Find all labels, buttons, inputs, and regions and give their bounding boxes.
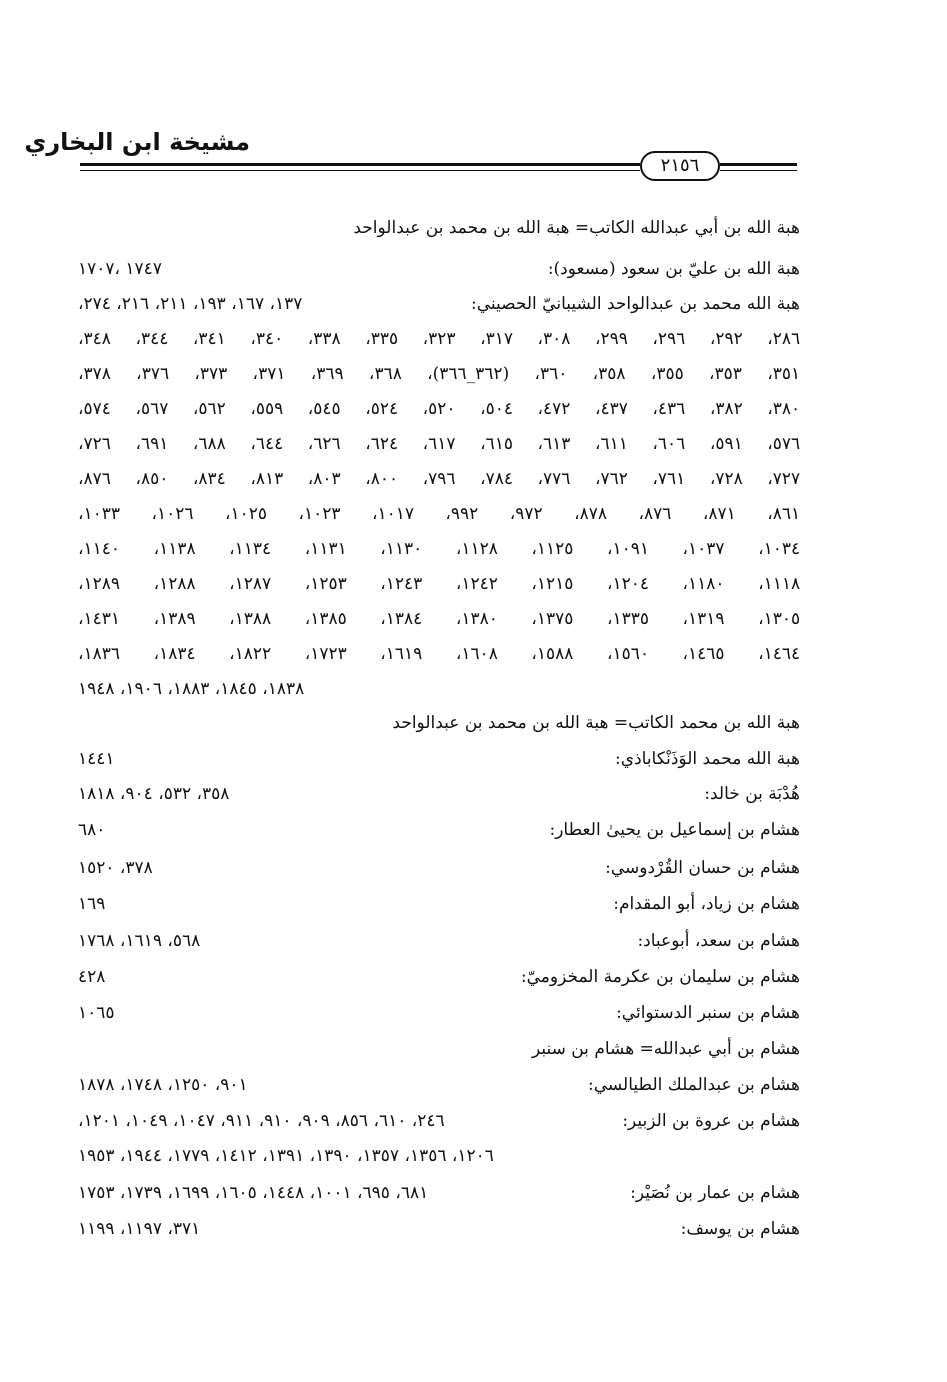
- header-rule-right-thick: [720, 163, 797, 166]
- index-entry: [78, 1034, 800, 1064]
- entry-name: هُدْبَة بن خالد:: [704, 784, 800, 804]
- entry-name: هشام بن سنبر الدستوائي:: [616, 1003, 800, 1023]
- header-rule-right-thin: [720, 170, 797, 171]
- entry-refs: ٣٧٨، ١٥٢٠: [78, 858, 153, 878]
- entry-name: هشام بن يوسف:: [680, 1219, 800, 1239]
- entry-refs: ١٧٤٧ ،١٧٠٧: [78, 259, 162, 279]
- entry-refs: ٢٤٦، ٦١٠، ٨٥٦، ٩٠٩، ٩١٠، ٩١١، ١٠٤٧، ١٠٤٩، ١٢٠١،: [78, 1111, 445, 1131]
- entry-name: هبة الله بن أبي عبدالله الكاتب= هبة الله بن محمد بن عبدالواحد: [353, 218, 800, 238]
- entry-refs: ٣٧١، ١١٩٧، ١١٩٩: [78, 1219, 201, 1239]
- index-entry: [78, 1214, 800, 1244]
- entry-refs: ٣٨٠، ٣٨٢، ٤٣٦، ٤٣٧، ٤٧٢، ٥٠٤، ٥٢٠، ٥٢٤، ٥٤٥، ٥٥٩، ٥٦٢، ٥٦٧، ٥٧٤،: [78, 399, 801, 419]
- header-rule-thick: [80, 163, 640, 166]
- entry-refs: ٣٥١، ٣٥٣، ٣٥٥، ٣٥٨، ٣٦٠، (٣٦٢_٣٦٦)، ٣٦٨، ٣٦٩، ٣٧١، ٣٧٣، ٣٧٦، ٣٧٨،: [78, 364, 801, 384]
- entry-refs: ٦٨١، ٦٩٥، ١٠٠١، ١٤٤٨، ١٦٠٥، ١٦٩٩، ١٧٣٩، ١٧٥٣: [78, 1183, 429, 1203]
- index-entry: [78, 254, 800, 284]
- index-entry-continuation: [78, 464, 800, 494]
- index-entry: [78, 213, 800, 243]
- entry-refs: ٨٦١، ٨٧١، ٨٧٦، ٨٧٨، ٩٧٢، ٩٩٢، ١٠١٧، ١٠٢٣، ١٠٢٥، ١٠٢٦، ١٠٣٣،: [78, 504, 801, 524]
- index-entry: [78, 744, 800, 774]
- index-entry-continuation: [78, 499, 800, 529]
- header-rule-thin: [80, 170, 640, 171]
- entry-name: هبة الله بن عليّ بن سعود (مسعود):: [547, 259, 800, 279]
- entry-name: هشام بن إسماعيل بن يحيىٰ العطار:: [549, 820, 800, 840]
- entry-name: هشام بن عمار بن نُصَيْر:: [630, 1183, 800, 1203]
- index-entry: [78, 962, 800, 992]
- entry-refs: ٢٨٦، ٢٩٢، ٢٩٦، ٢٩٩، ٣٠٨، ٣١٧، ٣٢٣، ٣٣٥، ٣٣٨، ٣٤٠، ٣٤١، ٣٤٤، ٣٤٨،: [78, 329, 801, 349]
- index-entry: [78, 889, 800, 919]
- index-entry: [78, 1070, 800, 1100]
- index-entry: [78, 1178, 800, 1208]
- entry-refs: ١١١٨، ١١٨٠، ١٢٠٤، ١٢١٥، ١٢٤٢، ١٢٤٣، ١٢٥٣، ١٢٨٧، ١٢٨٨، ١٢٨٩،: [78, 574, 801, 594]
- entry-refs: ١٦٩: [78, 894, 106, 914]
- index-entry-continuation: [78, 359, 800, 389]
- entry-name: هشام بن سعد، أبوعباد:: [637, 931, 800, 951]
- index-entry-continuation: [78, 1141, 800, 1171]
- entry-refs: ١٠٦٥: [78, 1003, 115, 1023]
- index-entry: [78, 998, 800, 1028]
- index-entry-continuation: [78, 534, 800, 564]
- entry-refs: ١٠٣٤، ١٠٣٧، ١٠٩١، ١١٢٥، ١١٢٨، ١١٣٠، ١١٣١، ١١٣٤، ١١٣٨، ١١٤٠،: [78, 539, 801, 559]
- index-entry-continuation: [78, 674, 800, 704]
- page-number: ٢١٥٦: [640, 151, 720, 181]
- entry-refs: ٦٨٠: [78, 820, 106, 840]
- index-entry: [78, 708, 800, 738]
- entry-name: هشام بن سليمان بن عكرمة المخزوميّ:: [520, 967, 800, 987]
- entry-refs: ٥٦٨، ١٦١٩، ١٧٦٨: [78, 931, 201, 951]
- entry-name: هشام بن أبي عبدالله= هشام بن سنبر: [531, 1039, 800, 1059]
- index-entry-continuation: [78, 604, 800, 634]
- index-entry: [78, 853, 800, 883]
- index-entry-continuation: [78, 639, 800, 669]
- index-entry-continuation: [78, 324, 800, 354]
- entry-name: هشام بن عبدالملك الطيالسي:: [587, 1075, 800, 1095]
- entry-name: هبة الله محمد الوَذَنْكاباذي:: [615, 749, 800, 769]
- index-entry: [78, 1106, 800, 1136]
- entry-name: هبة الله محمد بن عبدالواحد الشيبانيّ الحصيني:: [470, 294, 800, 314]
- entry-refs: ٩٠١، ١٢٥٠، ١٧٤٨، ١٨٧٨: [78, 1075, 248, 1095]
- entry-refs: ٣٥٨، ٥٣٢، ٩٠٤، ١٨١٨: [78, 784, 230, 804]
- entry-refs: ٧٢٧، ٧٢٨، ٧٦١، ٧٦٢، ٧٧٦، ٧٨٤، ٧٩٦، ٨٠٠، ٨٠٣، ٨١٣، ٨٣٤، ٨٥٠، ٨٧٦،: [78, 469, 801, 489]
- entry-refs: ١٨٣٨، ١٨٤٥، ١٨٨٣، ١٩٠٦، ١٩٤٨: [78, 679, 305, 699]
- entry-name: هشام بن حسان القُرْدوسي:: [605, 858, 800, 878]
- entry-refs: ٤٢٨: [78, 967, 106, 987]
- index-entry: [78, 815, 800, 845]
- entry-refs: ٥٧٦، ٥٩١، ٦٠٦، ٦١١، ٦١٣، ٦١٥، ٦١٧، ٦٢٤، ٦٢٦، ٦٤٤، ٦٨٨، ٦٩١، ٧٢٦،: [78, 434, 801, 454]
- entry-refs: ١٣٠٥، ١٣١٩، ١٣٣٥، ١٣٧٥، ١٣٨٠، ١٣٨٤، ١٣٨٥، ١٣٨٨، ١٣٨٩، ١٤٣١،: [78, 609, 801, 629]
- index-entry-continuation: [78, 394, 800, 424]
- entry-refs: ١٢٠٦، ١٣٥٦، ١٣٥٧، ١٣٩٠، ١٣٩١، ١٤١٢، ١٧٧٩، ١٩٤٤، ١٩٥٣: [78, 1146, 494, 1166]
- entry-refs: ١٣٧، ١٦٧، ١٩٣، ٢١١، ٢١٦، ٢٧٤،: [78, 294, 303, 314]
- index-entry: [78, 779, 800, 809]
- entry-name: هشام بن عروة بن الزبير:: [622, 1111, 800, 1131]
- index-entry: [78, 926, 800, 956]
- book-title: مشيخة ابن البخاري: [24, 128, 250, 156]
- index-entry-continuation: [78, 569, 800, 599]
- entry-refs: ١٤٤١: [78, 749, 115, 769]
- index-entry: [78, 289, 800, 319]
- index-entry-continuation: [78, 429, 800, 459]
- entry-name: هشام بن زياد، أبو المقدام:: [613, 894, 800, 914]
- entry-refs: ١٤٦٤، ١٤٦٥، ١٥٦٠، ١٥٨٨، ١٦٠٨، ١٦١٩، ١٧٢٣، ١٨٢٢، ١٨٣٤، ١٨٣٦،: [78, 644, 801, 664]
- entry-name: هبة الله بن محمد الكاتب= هبة الله بن محمد بن عبدالواحد: [392, 713, 800, 733]
